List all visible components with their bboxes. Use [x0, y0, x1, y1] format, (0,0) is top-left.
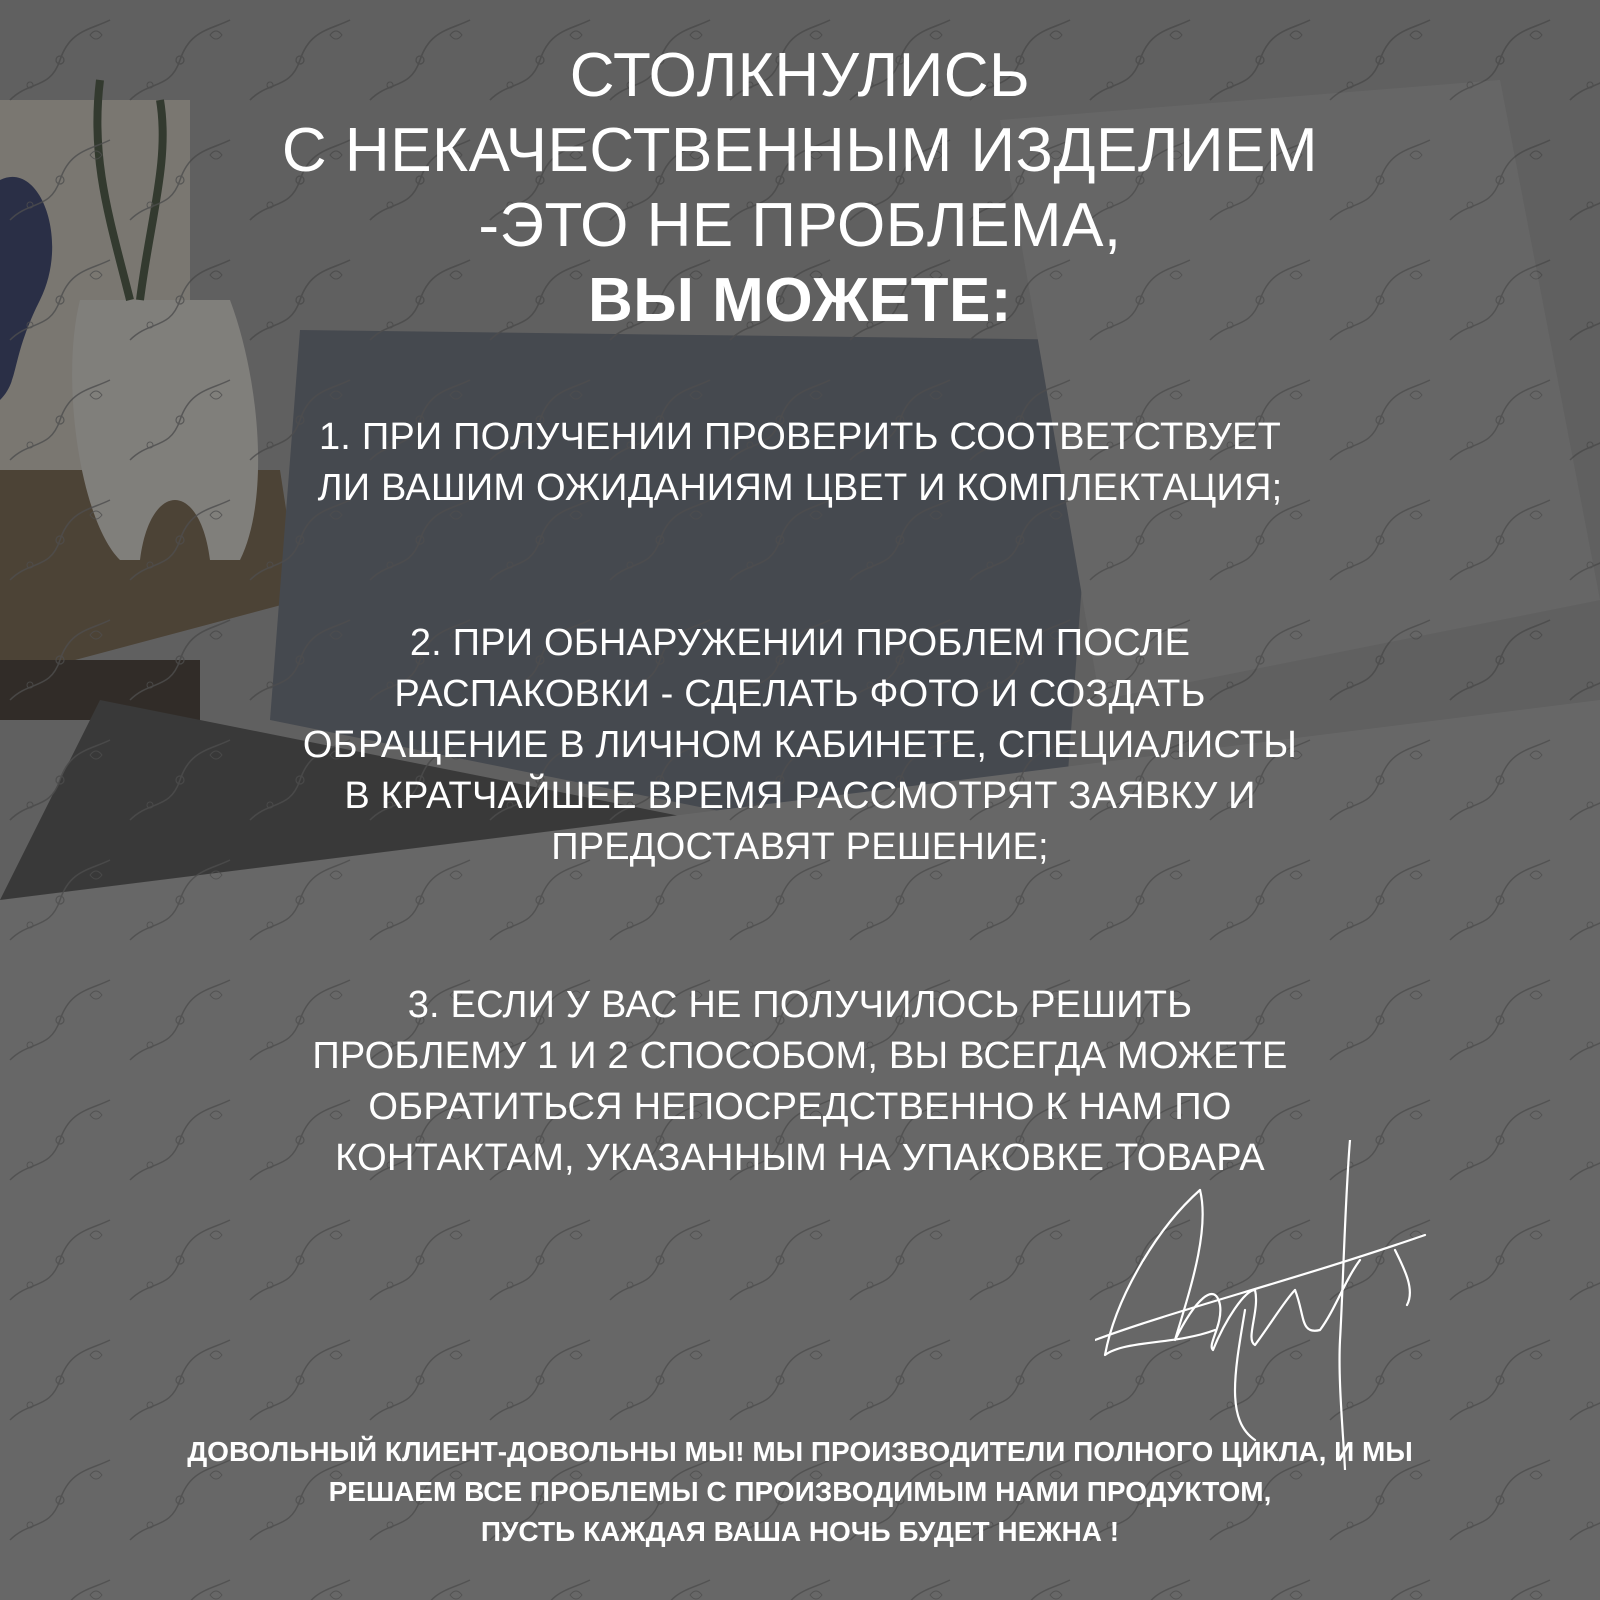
- list-item-line: КОНТАКТАМ, УКАЗАННЫМ НА УПАКОВКЕ ТОВАРА: [335, 1137, 1265, 1179]
- list-item-line: В КРАТЧАЙШЕЕ ВРЕМЯ РАССМОТРЯТ ЗАЯВКУ И: [344, 775, 1256, 817]
- list-item-line: ОБРАЩЕНИЕ В ЛИЧНОМ КАБИНЕТЕ, СПЕЦИАЛИСТЫ: [302, 724, 1298, 766]
- list-item-line: ЛИ ВАШИМ ОЖИДАНИЯМ ЦВЕТ И КОМПЛЕКТАЦИЯ;: [317, 467, 1283, 509]
- footer-line-3: ПУСТЬ КАЖДАЯ ВАША НОЧЬ БУДЕТ НЕЖНА !: [480, 1516, 1120, 1547]
- list-item-line: РАСПАКОВКИ - СДЕЛАТЬ ФОТО И СОЗДАТЬ: [394, 673, 1206, 715]
- footer-line-2: РЕШАЕМ ВСЕ ПРОБЛЕМЫ С ПРОИЗВОДИМЫМ НАМИ ПРОДУКТОМ,: [328, 1476, 1272, 1507]
- footer-note: [0, 1432, 1600, 1552]
- headline-line-1: СТОЛКНУЛИСЬ: [569, 41, 1031, 110]
- list-item-line: ПРОБЛЕМУ 1 И 2 СПОСОБОМ, ВЫ ВСЕГДА МОЖЕТЕ: [312, 1035, 1288, 1077]
- list-item-line: 2. ПРИ ОБНАРУЖЕНИИ ПРОБЛЕМ ПОСЛЕ: [409, 622, 1191, 664]
- list-item-line: ОБРАТИТЬСЯ НЕПОСРЕДСТВЕННО К НАМ ПО: [368, 1086, 1232, 1128]
- list-item-line: 1. ПРИ ПОЛУЧЕНИИ ПРОВЕРИТЬ СООТВЕТСТВУЕТ: [318, 416, 1282, 458]
- list-item-2: [200, 618, 1400, 873]
- headline-line-3: -ЭТО НЕ ПРОБЛЕМА,: [478, 191, 1122, 260]
- list-item-1: [200, 412, 1400, 514]
- headline-line-4: ВЫ МОЖЕТЕ:: [587, 266, 1012, 335]
- handwritten-signature-icon: [1095, 1140, 1465, 1470]
- list-item-line: ПРЕДОСТАВЯТ РЕШЕНИЕ;: [551, 826, 1049, 868]
- headline-line-2: С НЕКАЧЕСТВЕННЫМ ИЗДЕЛИЕМ: [281, 116, 1319, 185]
- list-item-line: 3. ЕСЛИ У ВАС НЕ ПОЛУЧИЛОСЬ РЕШИТЬ: [407, 984, 1193, 1026]
- headline: [0, 38, 1600, 338]
- footer-line-1: ДОВОЛЬНЫЙ КЛИЕНТ-ДОВОЛЬНЫ МЫ! МЫ ПРОИЗВОДИТЕЛИ ПОЛНОГО ЦИКЛА, И МЫ: [187, 1436, 1413, 1467]
